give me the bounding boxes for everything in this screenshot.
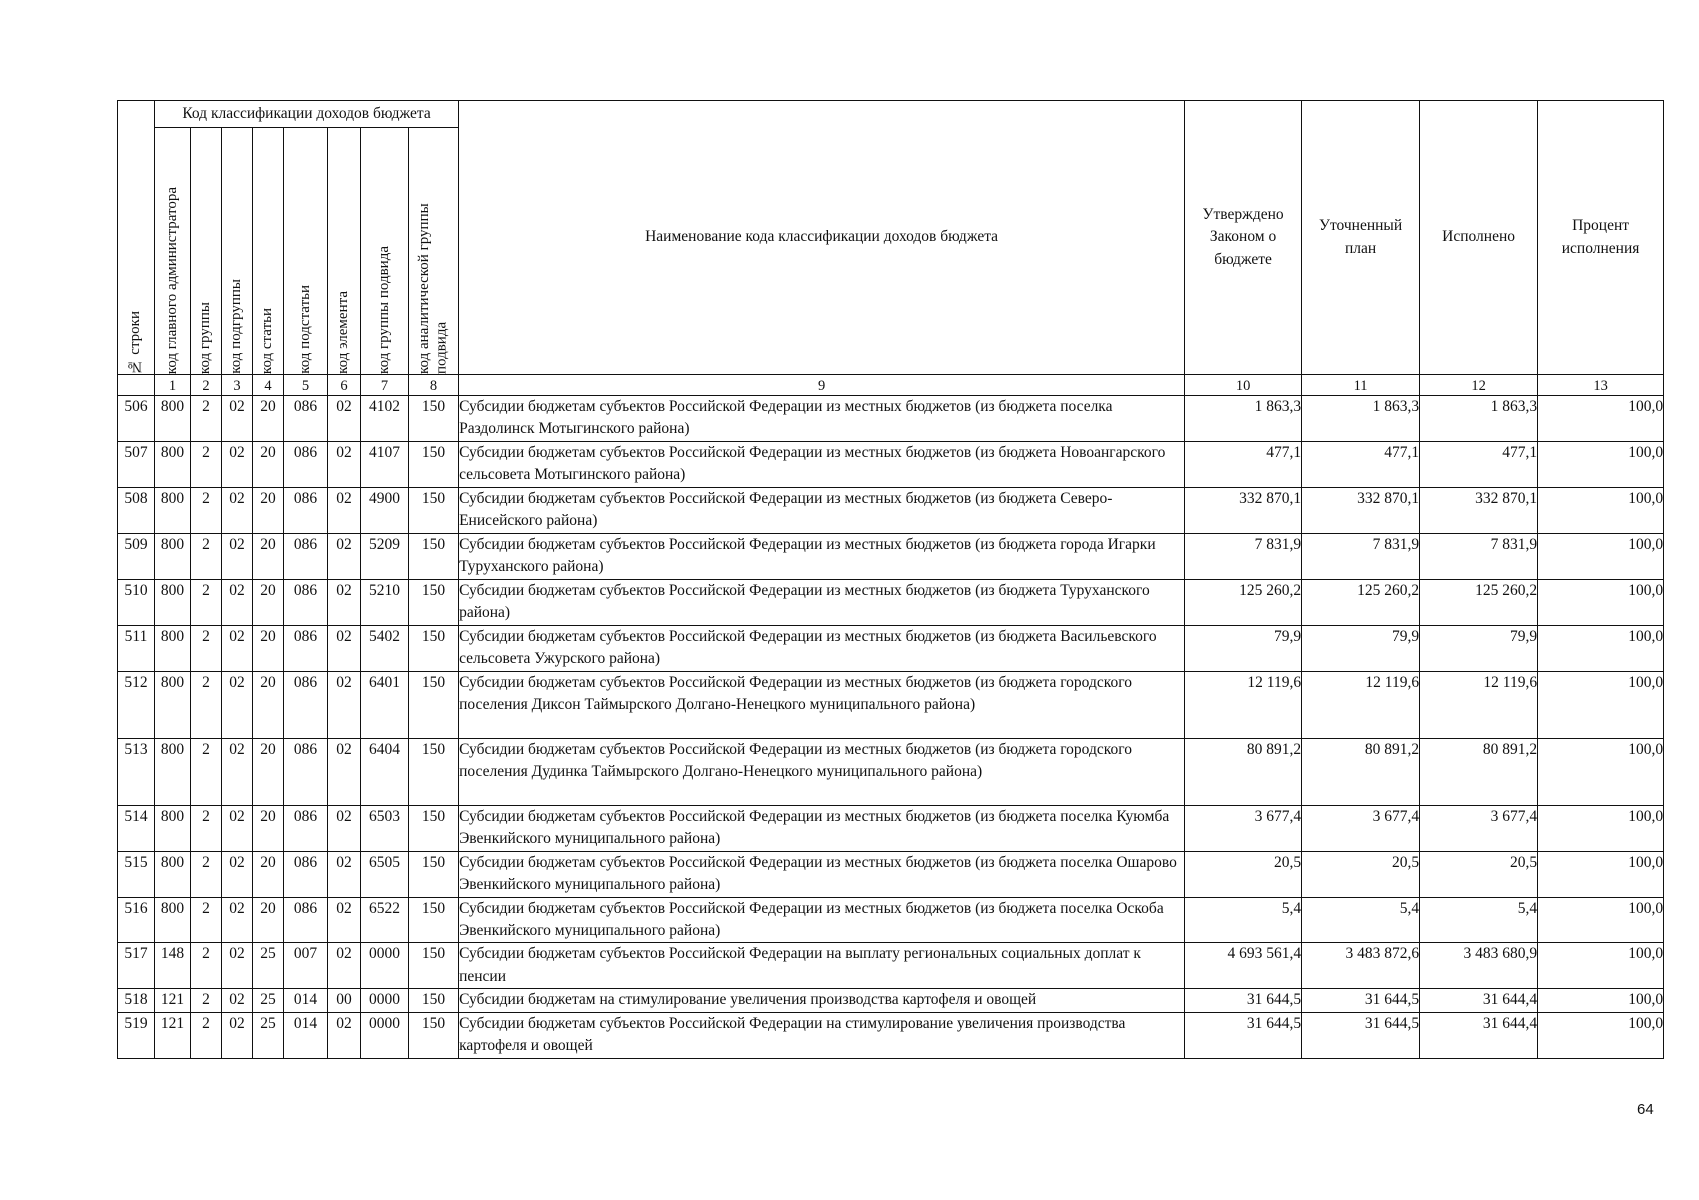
executed-amount-cell: 1 863,3 — [1420, 396, 1538, 442]
subarticle-code-cell: 086 — [284, 671, 328, 738]
percent-cell: 100,0 — [1538, 396, 1664, 442]
analytic-group-code-cell: 150 — [409, 671, 459, 738]
group-code-cell: 2 — [191, 897, 222, 943]
column-number-row — [118, 375, 1664, 396]
subarticle-code-cell: 086 — [284, 396, 328, 442]
column-number: 6 — [328, 375, 361, 396]
row-number-cell: 516 — [118, 897, 155, 943]
element-code-cell: 02 — [328, 533, 361, 579]
subtype-group-code-cell: 5209 — [361, 533, 409, 579]
column-number: 2 — [191, 375, 222, 396]
admin-code-cell: 800 — [155, 625, 191, 671]
admin-code-cell: 800 — [155, 805, 191, 851]
header-approved: Утверждено Законом о бюджете — [1185, 101, 1302, 375]
column-number: 8 — [409, 375, 459, 396]
subarticle-code-cell: 014 — [284, 1012, 328, 1058]
subgroup-code-cell: 02 — [222, 671, 253, 738]
revenue-name-cell: Субсидии бюджетам субъектов Российской Федерации на стимулирование увеличения производства картофеля и овощей — [459, 1012, 1185, 1058]
admin-code-cell: 800 — [155, 671, 191, 738]
table-row — [118, 487, 1664, 533]
approved-amount-cell: 5,4 — [1185, 897, 1302, 943]
analytic-group-code-cell: 150 — [409, 1012, 459, 1058]
subgroup-code-cell: 02 — [222, 897, 253, 943]
table-body — [118, 396, 1664, 1059]
group-code-cell: 2 — [191, 851, 222, 897]
admin-code-cell: 121 — [155, 1012, 191, 1058]
column-number: 9 — [459, 375, 1185, 396]
row-number-cell: 508 — [118, 487, 155, 533]
column-number: 7 — [361, 375, 409, 396]
header-subtype-group-code: код группы подвида — [361, 128, 409, 375]
revenue-name-cell: Субсидии бюджетам субъектов Российской Федерации из местных бюджетов (из бюджета поселка Ошарово Эвенкийского муниципального района) — [459, 851, 1185, 897]
subarticle-code-cell: 086 — [284, 851, 328, 897]
revenue-name-cell: Субсидии бюджетам субъектов Российской Федерации из местных бюджетов (из бюджета поселка Куюмба Эвенкийского муниципального района) — [459, 805, 1185, 851]
group-code-cell: 2 — [191, 533, 222, 579]
subarticle-code-cell: 086 — [284, 487, 328, 533]
percent-cell: 100,0 — [1538, 805, 1664, 851]
element-code-cell: 02 — [328, 897, 361, 943]
plan-amount-cell: 3 483 872,6 — [1302, 943, 1420, 989]
column-number: 1 — [155, 375, 191, 396]
table-row — [118, 533, 1664, 579]
subtype-group-code-cell: 5402 — [361, 625, 409, 671]
analytic-group-code-cell: 150 — [409, 625, 459, 671]
subarticle-code-cell: 086 — [284, 625, 328, 671]
row-number-cell: 519 — [118, 1012, 155, 1058]
subarticle-code-cell: 086 — [284, 579, 328, 625]
table-row — [118, 989, 1664, 1012]
analytic-group-code-cell: 150 — [409, 533, 459, 579]
admin-code-cell: 800 — [155, 851, 191, 897]
approved-amount-cell: 31 644,5 — [1185, 1012, 1302, 1058]
subtype-group-code-cell: 6503 — [361, 805, 409, 851]
row-number-cell: 506 — [118, 396, 155, 442]
group-code-cell: 2 — [191, 396, 222, 442]
article-code-cell: 20 — [253, 487, 284, 533]
table-row — [118, 441, 1664, 487]
column-number: 12 — [1420, 375, 1538, 396]
subarticle-code-cell: 014 — [284, 989, 328, 1012]
plan-amount-cell: 3 677,4 — [1302, 805, 1420, 851]
subgroup-code-cell: 02 — [222, 533, 253, 579]
percent-cell: 100,0 — [1538, 897, 1664, 943]
subgroup-code-cell: 02 — [222, 805, 253, 851]
plan-amount-cell: 20,5 — [1302, 851, 1420, 897]
approved-amount-cell: 477,1 — [1185, 441, 1302, 487]
header-subgroup-code: код подгруппы — [222, 128, 253, 375]
table-row — [118, 579, 1664, 625]
header-plan: Уточненный план — [1302, 101, 1420, 375]
element-code-cell: 02 — [328, 943, 361, 989]
article-code-cell: 20 — [253, 625, 284, 671]
approved-amount-cell: 79,9 — [1185, 625, 1302, 671]
executed-amount-cell: 3 677,4 — [1420, 805, 1538, 851]
header-admin-code: код главного администратора — [155, 128, 191, 375]
executed-amount-cell: 5,4 — [1420, 897, 1538, 943]
approved-amount-cell: 4 693 561,4 — [1185, 943, 1302, 989]
subgroup-code-cell: 02 — [222, 738, 253, 805]
subarticle-code-cell: 007 — [284, 943, 328, 989]
percent-cell: 100,0 — [1538, 625, 1664, 671]
subgroup-code-cell: 02 — [222, 1012, 253, 1058]
element-code-cell: 02 — [328, 805, 361, 851]
percent-cell: 100,0 — [1538, 1012, 1664, 1058]
percent-cell: 100,0 — [1538, 989, 1664, 1012]
row-number-cell: 518 — [118, 989, 155, 1012]
budget-revenue-table — [117, 100, 1664, 1059]
subgroup-code-cell: 02 — [222, 579, 253, 625]
group-code-cell: 2 — [191, 989, 222, 1012]
element-code-cell: 02 — [328, 441, 361, 487]
column-number: 13 — [1538, 375, 1664, 396]
plan-amount-cell: 477,1 — [1302, 441, 1420, 487]
article-code-cell: 20 — [253, 805, 284, 851]
element-code-cell: 02 — [328, 625, 361, 671]
executed-amount-cell: 125 260,2 — [1420, 579, 1538, 625]
approved-amount-cell: 12 119,6 — [1185, 671, 1302, 738]
table-row — [118, 851, 1664, 897]
subarticle-code-cell: 086 — [284, 897, 328, 943]
approved-amount-cell: 332 870,1 — [1185, 487, 1302, 533]
executed-amount-cell: 477,1 — [1420, 441, 1538, 487]
header-article-code: код статьи — [253, 128, 284, 375]
row-number-cell: 515 — [118, 851, 155, 897]
executed-amount-cell: 7 831,9 — [1420, 533, 1538, 579]
element-code-cell: 02 — [328, 1012, 361, 1058]
percent-cell: 100,0 — [1538, 487, 1664, 533]
analytic-group-code-cell: 150 — [409, 943, 459, 989]
plan-amount-cell: 12 119,6 — [1302, 671, 1420, 738]
admin-code-cell: 148 — [155, 943, 191, 989]
subtype-group-code-cell: 6522 — [361, 897, 409, 943]
row-number-cell: 517 — [118, 943, 155, 989]
analytic-group-code-cell: 150 — [409, 897, 459, 943]
header-group-code: код группы — [191, 128, 222, 375]
plan-amount-cell: 125 260,2 — [1302, 579, 1420, 625]
table-row — [118, 805, 1664, 851]
plan-amount-cell: 1 863,3 — [1302, 396, 1420, 442]
group-code-cell: 2 — [191, 738, 222, 805]
revenue-name-cell: Субсидии бюджетам на стимулирование увеличения производства картофеля и овощей — [459, 989, 1185, 1012]
analytic-group-code-cell: 150 — [409, 851, 459, 897]
table-row — [118, 625, 1664, 671]
table-row — [118, 738, 1664, 805]
row-number-cell: 507 — [118, 441, 155, 487]
subtype-group-code-cell: 4102 — [361, 396, 409, 442]
subgroup-code-cell: 02 — [222, 441, 253, 487]
group-code-cell: 2 — [191, 805, 222, 851]
subtype-group-code-cell: 0000 — [361, 989, 409, 1012]
analytic-group-code-cell: 150 — [409, 396, 459, 442]
approved-amount-cell: 1 863,3 — [1185, 396, 1302, 442]
column-number: 5 — [284, 375, 328, 396]
column-number: 11 — [1302, 375, 1420, 396]
article-code-cell: 25 — [253, 943, 284, 989]
percent-cell: 100,0 — [1538, 533, 1664, 579]
analytic-group-code-cell: 150 — [409, 579, 459, 625]
article-code-cell: 20 — [253, 897, 284, 943]
admin-code-cell: 800 — [155, 579, 191, 625]
group-code-cell: 2 — [191, 1012, 222, 1058]
element-code-cell: 02 — [328, 738, 361, 805]
header-row-number: № строки — [118, 101, 155, 375]
header-subarticle-code: код подстатьи — [284, 128, 328, 375]
percent-cell: 100,0 — [1538, 671, 1664, 738]
admin-code-cell: 800 — [155, 487, 191, 533]
plan-amount-cell: 7 831,9 — [1302, 533, 1420, 579]
element-code-cell: 02 — [328, 851, 361, 897]
page-number: 64 — [1637, 1101, 1654, 1118]
article-code-cell: 25 — [253, 1012, 284, 1058]
plan-amount-cell: 80 891,2 — [1302, 738, 1420, 805]
subarticle-code-cell: 086 — [284, 441, 328, 487]
subtype-group-code-cell: 0000 — [361, 1012, 409, 1058]
revenue-name-cell: Субсидии бюджетам субъектов Российской Федерации из местных бюджетов (из бюджета поселка Оскоба Эвенкийского муниципального района) — [459, 897, 1185, 943]
revenue-name-cell: Субсидии бюджетам субъектов Российской Федерации из местных бюджетов (из бюджета Северо-Енисейского района) — [459, 487, 1185, 533]
executed-amount-cell: 3 483 680,9 — [1420, 943, 1538, 989]
executed-amount-cell: 80 891,2 — [1420, 738, 1538, 805]
subarticle-code-cell: 086 — [284, 805, 328, 851]
executed-amount-cell: 20,5 — [1420, 851, 1538, 897]
analytic-group-code-cell: 150 — [409, 805, 459, 851]
subarticle-code-cell: 086 — [284, 738, 328, 805]
article-code-cell: 25 — [253, 989, 284, 1012]
approved-amount-cell: 31 644,5 — [1185, 989, 1302, 1012]
revenue-name-cell: Субсидии бюджетам субъектов Российской Федерации из местных бюджетов (из бюджета городского поселения Диксон Таймырского Долгано-Ненецкого муниципального района) — [459, 671, 1185, 738]
group-code-cell: 2 — [191, 579, 222, 625]
subtype-group-code-cell: 0000 — [361, 943, 409, 989]
subtype-group-code-cell: 4107 — [361, 441, 409, 487]
element-code-cell: 00 — [328, 989, 361, 1012]
admin-code-cell: 800 — [155, 533, 191, 579]
article-code-cell: 20 — [253, 533, 284, 579]
revenue-name-cell: Субсидии бюджетам субъектов Российской Федерации на выплату региональных социальных доплат к пенсии — [459, 943, 1185, 989]
approved-amount-cell: 7 831,9 — [1185, 533, 1302, 579]
group-code-cell: 2 — [191, 441, 222, 487]
column-number: 3 — [222, 375, 253, 396]
group-code-cell: 2 — [191, 487, 222, 533]
subtype-group-code-cell: 4900 — [361, 487, 409, 533]
row-number-cell: 512 — [118, 671, 155, 738]
article-code-cell: 20 — [253, 441, 284, 487]
element-code-cell: 02 — [328, 579, 361, 625]
subtype-group-code-cell: 6404 — [361, 738, 409, 805]
subgroup-code-cell: 02 — [222, 396, 253, 442]
percent-cell: 100,0 — [1538, 738, 1664, 805]
element-code-cell: 02 — [328, 487, 361, 533]
subtype-group-code-cell: 6505 — [361, 851, 409, 897]
executed-amount-cell: 332 870,1 — [1420, 487, 1538, 533]
article-code-cell: 20 — [253, 851, 284, 897]
subtype-group-code-cell: 5210 — [361, 579, 409, 625]
admin-code-cell: 800 — [155, 738, 191, 805]
subarticle-code-cell: 086 — [284, 533, 328, 579]
admin-code-cell: 800 — [155, 441, 191, 487]
article-code-cell: 20 — [253, 579, 284, 625]
subgroup-code-cell: 02 — [222, 625, 253, 671]
admin-code-cell: 800 — [155, 897, 191, 943]
column-number: 4 — [253, 375, 284, 396]
table-row — [118, 671, 1664, 738]
analytic-group-code-cell: 150 — [409, 989, 459, 1012]
group-code-cell: 2 — [191, 625, 222, 671]
table-row — [118, 897, 1664, 943]
header-analytic-group-code: код аналитической группы подвида — [409, 128, 459, 375]
row-number-cell: 513 — [118, 738, 155, 805]
revenue-name-cell: Субсидии бюджетам субъектов Российской Федерации из местных бюджетов (из бюджета Новоангарского сельсовета Мотыгинского района) — [459, 441, 1185, 487]
element-code-cell: 02 — [328, 396, 361, 442]
subgroup-code-cell: 02 — [222, 989, 253, 1012]
element-code-cell: 02 — [328, 671, 361, 738]
group-code-cell: 2 — [191, 671, 222, 738]
header-classification-group: Код классификации доходов бюджета — [155, 101, 459, 128]
table-row — [118, 396, 1664, 442]
approved-amount-cell: 3 677,4 — [1185, 805, 1302, 851]
executed-amount-cell: 31 644,4 — [1420, 989, 1538, 1012]
plan-amount-cell: 332 870,1 — [1302, 487, 1420, 533]
header-name: Наименование кода классификации доходов бюджета — [459, 101, 1185, 375]
percent-cell: 100,0 — [1538, 943, 1664, 989]
article-code-cell: 20 — [253, 671, 284, 738]
row-number-cell: 511 — [118, 625, 155, 671]
row-number-cell: 509 — [118, 533, 155, 579]
approved-amount-cell: 20,5 — [1185, 851, 1302, 897]
header-percent: Процент исполнения — [1538, 101, 1664, 375]
group-code-cell: 2 — [191, 943, 222, 989]
admin-code-cell: 800 — [155, 396, 191, 442]
table-row — [118, 943, 1664, 989]
header-executed: Исполнено — [1420, 101, 1538, 375]
plan-amount-cell: 5,4 — [1302, 897, 1420, 943]
revenue-name-cell: Субсидии бюджетам субъектов Российской Федерации из местных бюджетов (из бюджета Туруханского района) — [459, 579, 1185, 625]
column-number-blank — [118, 375, 155, 396]
plan-amount-cell: 79,9 — [1302, 625, 1420, 671]
percent-cell: 100,0 — [1538, 579, 1664, 625]
subtype-group-code-cell: 6401 — [361, 671, 409, 738]
executed-amount-cell: 31 644,4 — [1420, 1012, 1538, 1058]
revenue-name-cell: Субсидии бюджетам субъектов Российской Федерации из местных бюджетов (из бюджета города Игарки Туруханского района) — [459, 533, 1185, 579]
table-row — [118, 1012, 1664, 1058]
executed-amount-cell: 12 119,6 — [1420, 671, 1538, 738]
approved-amount-cell: 80 891,2 — [1185, 738, 1302, 805]
subgroup-code-cell: 02 — [222, 943, 253, 989]
subgroup-code-cell: 02 — [222, 487, 253, 533]
percent-cell: 100,0 — [1538, 441, 1664, 487]
header-element-code: код элемента — [328, 128, 361, 375]
row-number-cell: 510 — [118, 579, 155, 625]
revenue-name-cell: Субсидии бюджетам субъектов Российской Федерации из местных бюджетов (из бюджета Васильевского сельсовета Ужурского района) — [459, 625, 1185, 671]
revenue-name-cell: Субсидии бюджетам субъектов Российской Федерации из местных бюджетов (из бюджета городского поселения Дудинка Таймырского Долгано-Ненецкого муниципального района) — [459, 738, 1185, 805]
analytic-group-code-cell: 150 — [409, 738, 459, 805]
plan-amount-cell: 31 644,5 — [1302, 989, 1420, 1012]
executed-amount-cell: 79,9 — [1420, 625, 1538, 671]
analytic-group-code-cell: 150 — [409, 487, 459, 533]
admin-code-cell: 121 — [155, 989, 191, 1012]
article-code-cell: 20 — [253, 396, 284, 442]
plan-amount-cell: 31 644,5 — [1302, 1012, 1420, 1058]
approved-amount-cell: 125 260,2 — [1185, 579, 1302, 625]
revenue-name-cell: Субсидии бюджетам субъектов Российской Федерации из местных бюджетов (из бюджета поселка Раздолинск Мотыгинского района) — [459, 396, 1185, 442]
percent-cell: 100,0 — [1538, 851, 1664, 897]
column-number: 10 — [1185, 375, 1302, 396]
article-code-cell: 20 — [253, 738, 284, 805]
row-number-cell: 514 — [118, 805, 155, 851]
subgroup-code-cell: 02 — [222, 851, 253, 897]
analytic-group-code-cell: 150 — [409, 441, 459, 487]
